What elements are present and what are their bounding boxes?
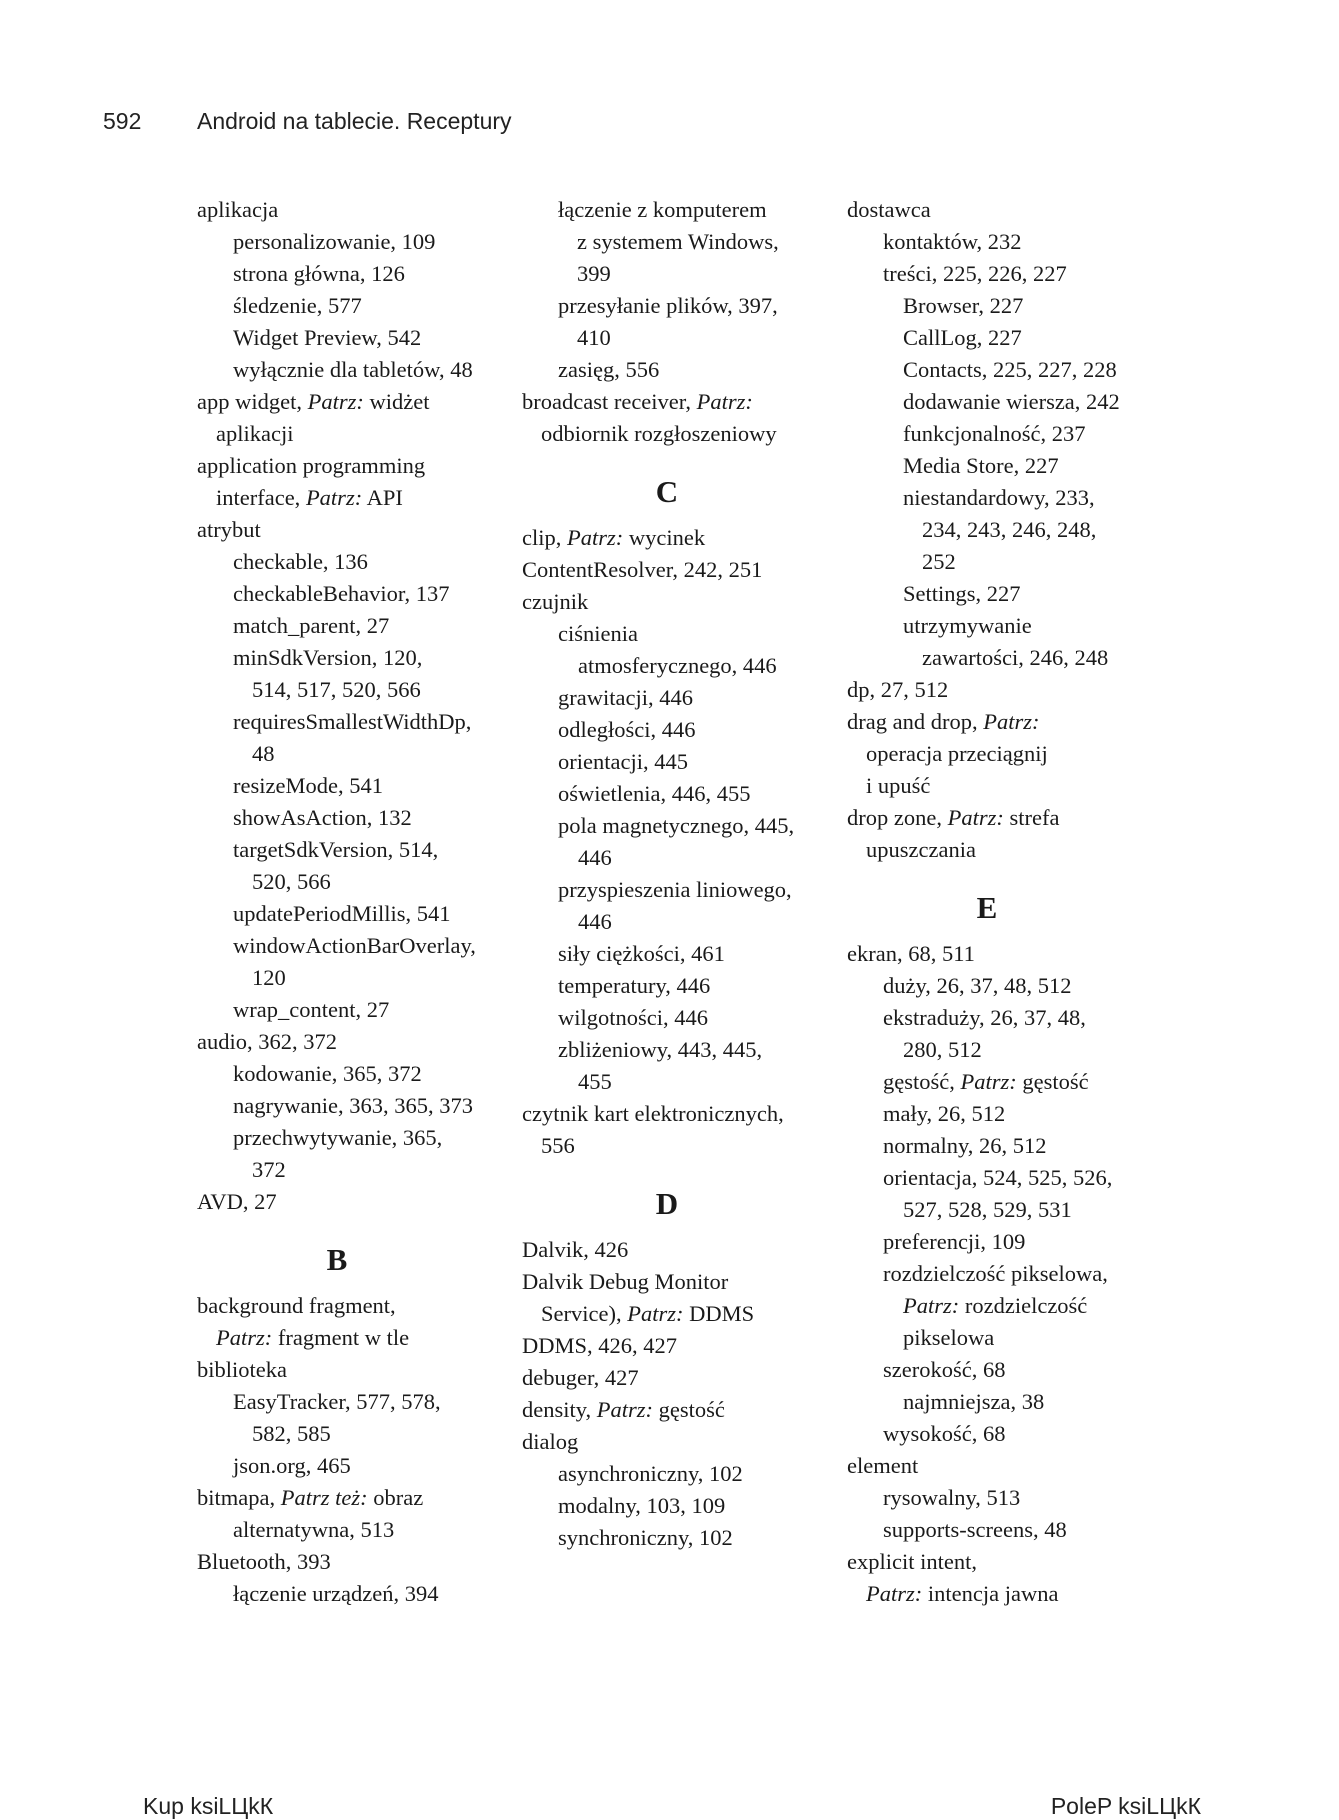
index-entry: dostawca (847, 197, 931, 222)
index-entry: aplikacji (216, 421, 294, 446)
index-entry: mały, 26, 512 (883, 1101, 1006, 1126)
index-entry: alternatywna, 513 (233, 1517, 395, 1542)
index-entry: wyłącznie dla tabletów, 48 (233, 357, 473, 382)
index-entry: 120 (252, 965, 286, 990)
index-entry: gęstość, Patrz: gęstość (883, 1069, 1089, 1094)
index-entry: duży, 26, 37, 48, 512 (883, 973, 1072, 998)
index-entry: zasięg, 556 (558, 357, 660, 382)
index-entry: checkable, 136 (233, 549, 368, 574)
index-entry: strona główna, 126 (233, 261, 405, 286)
index-entry: atrybut (197, 517, 261, 542)
index-entry: Widget Preview, 542 (233, 325, 422, 350)
index-column-2 (522, 194, 842, 1554)
index-entry: clip, Patrz: wycinek (522, 525, 706, 550)
index-entry: asynchroniczny, 102 (558, 1461, 743, 1486)
index-entry: przyspieszenia liniowego, (558, 877, 792, 902)
index-entry: Settings, 227 (903, 581, 1021, 606)
index-entry: wilgotności, 446 (558, 1005, 708, 1030)
index-entry: personalizowanie, 109 (233, 229, 436, 254)
index-entry: Dalvik Debug Monitor (522, 1269, 729, 1294)
index-entry: oświetlenia, 446, 455 (558, 781, 751, 806)
index-entry: czytnik kart elektronicznych, (522, 1101, 784, 1126)
index-entry: utrzymywanie (903, 613, 1032, 638)
index-entry: funkcjonalność, 237 (903, 421, 1086, 446)
index-entry: rysowalny, 513 (883, 1485, 1021, 1510)
index-entry: 455 (578, 1069, 612, 1094)
index-entry: Patrz: fragment w tle (216, 1325, 410, 1350)
running-header (103, 108, 512, 135)
page-number: 592 (103, 108, 142, 134)
index-entry: ekran, 68, 511 (847, 941, 975, 966)
index-entry: orientacji, 445 (558, 749, 688, 774)
index-entry: odbiornik rozgłoszeniowy (541, 421, 777, 446)
index-column-1 (197, 194, 517, 1610)
index-entry: CallLog, 227 (903, 325, 1022, 350)
index-entry: Contacts, 225, 227, 228 (903, 357, 1117, 382)
index-entry: Media Store, 227 (903, 453, 1059, 478)
section-letter-b: B (326, 1242, 348, 1277)
buy-book-link[interactable]: Kup ksiLЦkК (143, 1793, 274, 1819)
index-entry: showAsAction, 132 (233, 805, 412, 830)
index-entry: dodawanie wiersza, 242 (903, 389, 1120, 414)
index-entry: minSdkVersion, 120, (233, 645, 423, 670)
index-entry: 280, 512 (903, 1037, 982, 1062)
index-entry: pola magnetycznego, 445, (558, 813, 795, 838)
index-entry: EasyTracker, 577, 578, (233, 1389, 441, 1414)
index-column-3 (847, 194, 1167, 1610)
section-letter-d: D (655, 1186, 679, 1221)
index-entry: drop zone, Patrz: strefa (847, 805, 1060, 830)
index-entry: łączenie z komputerem (558, 197, 767, 222)
index-entry: element (847, 1453, 919, 1478)
index-entry: czujnik (522, 589, 589, 614)
index-entry: 234, 243, 246, 248, (922, 517, 1097, 542)
index-entry: 514, 517, 520, 566 (252, 677, 421, 702)
index-entry: aplikacja (197, 197, 279, 222)
index-entry: supports-screens, 48 (883, 1517, 1067, 1542)
index-entry: 446 (578, 845, 612, 870)
index-entry: Bluetooth, 393 (197, 1549, 331, 1574)
index-entry: density, Patrz: gęstość (522, 1397, 725, 1422)
index-entry: 372 (252, 1157, 286, 1182)
index-entry: zbliżeniowy, 443, 445, (558, 1037, 763, 1062)
index-entry: wrap_content, 27 (233, 997, 390, 1022)
index-entry: 520, 566 (252, 869, 331, 894)
index-entry: debuger, 427 (522, 1365, 639, 1390)
index-entry: 399 (577, 261, 611, 286)
index-entry: targetSdkVersion, 514, (233, 837, 439, 862)
index-entry: match_parent, 27 (233, 613, 390, 638)
index-entry: pikselowa (903, 1325, 995, 1350)
index-entry: json.org, 465 (233, 1453, 351, 1478)
index-entry: śledzenie, 577 (233, 293, 362, 318)
index-entry: Service), Patrz: DDMS (541, 1301, 755, 1326)
index-entry: orientacja, 524, 525, 526, (883, 1165, 1113, 1190)
index-entry: resizeMode, 541 (233, 773, 383, 798)
index-entry: kontaktów, 232 (883, 229, 1022, 254)
index-entry: nagrywanie, 363, 365, 373 (233, 1093, 473, 1118)
index-entry: przesyłanie plików, 397, (558, 293, 778, 318)
index-entry: checkableBehavior, 137 (233, 581, 450, 606)
index-entry: 582, 585 (252, 1421, 331, 1446)
index-entry: updatePeriodMillis, 541 (233, 901, 451, 926)
index-entry: upuszczania (866, 837, 976, 862)
index-entry: dp, 27, 512 (847, 677, 949, 702)
index-entry: grawitacji, 446 (558, 685, 693, 710)
index-entry: biblioteka (197, 1357, 287, 1382)
index-entry: ciśnienia (558, 621, 638, 646)
index-entry: temperatury, 446 (558, 973, 711, 998)
index-entry: modalny, 103, 109 (558, 1493, 726, 1518)
index-entry: explicit intent, (847, 1549, 977, 1574)
index-entry: 527, 528, 529, 531 (903, 1197, 1072, 1222)
index-entry: normalny, 26, 512 (883, 1133, 1047, 1158)
index-entry: operacja przeciągnij (866, 741, 1048, 766)
index-entry: 446 (578, 909, 612, 934)
index-entry: z systemem Windows, (577, 229, 779, 254)
book-title: Android na tablecie. Receptury (197, 108, 512, 134)
index-entry: windowActionBarOverlay, (233, 933, 476, 958)
index-entry: łączenie urządzeń, 394 (233, 1581, 439, 1606)
index-entry: najmniejsza, 38 (903, 1389, 1045, 1414)
index-entry: odległości, 446 (558, 717, 696, 742)
index-entry: dialog (522, 1429, 579, 1454)
index-entry: Dalvik, 426 (522, 1237, 629, 1262)
index-entry: drag and drop, Patrz: (847, 709, 1040, 734)
index-entry: siły ciężkości, 461 (558, 941, 725, 966)
index-entry: interface, Patrz: API (216, 485, 403, 510)
index-entry: 252 (922, 549, 956, 574)
index-entry: 556 (541, 1133, 575, 1158)
index-entry: broadcast receiver, Patrz: (522, 389, 753, 414)
index-entry: bitmapa, Patrz też: obraz (197, 1485, 424, 1510)
recommend-book-link[interactable]: PoleP ksiLЦkК (1050, 1793, 1201, 1819)
index-entry: szerokość, 68 (883, 1357, 1006, 1382)
index-entry: requiresSmallestWidthDp, (233, 709, 472, 734)
index-entry: synchroniczny, 102 (558, 1525, 733, 1550)
index-entry: wysokość, 68 (883, 1421, 1006, 1446)
index-entry: AVD, 27 (197, 1189, 277, 1214)
index-entry: rozdzielczość pikselowa, (883, 1261, 1108, 1286)
index-entry: Browser, 227 (903, 293, 1024, 318)
index-entry: DDMS, 426, 427 (522, 1333, 678, 1358)
index-entry: Patrz: intencja jawna (866, 1581, 1059, 1606)
index-entry: audio, 362, 372 (197, 1029, 337, 1054)
section-letter-e: E (976, 890, 998, 925)
section-letter-c: C (655, 474, 679, 509)
index-entry: preferencji, 109 (883, 1229, 1026, 1254)
index-entry: ContentResolver, 242, 251 (522, 557, 763, 582)
index-entry: atmosferycznego, 446 (578, 653, 777, 678)
index-entry: app widget, Patrz: widżet (197, 389, 430, 414)
index-entry: i upuść (866, 773, 931, 798)
index-entry: Patrz: rozdzielczość (903, 1293, 1088, 1318)
index-entry: background fragment, (197, 1293, 396, 1318)
index-entry: 48 (252, 741, 275, 766)
index-entry: kodowanie, 365, 372 (233, 1061, 422, 1086)
index-entry: zawartości, 246, 248 (922, 645, 1109, 670)
index-entry: treści, 225, 226, 227 (883, 261, 1067, 286)
index-entry: niestandardowy, 233, (903, 485, 1095, 510)
index-entry: 410 (577, 325, 611, 350)
index-entry: przechwytywanie, 365, (233, 1125, 443, 1150)
index-entry: ekstraduży, 26, 37, 48, (883, 1005, 1086, 1030)
index-entry: application programming (197, 453, 426, 478)
